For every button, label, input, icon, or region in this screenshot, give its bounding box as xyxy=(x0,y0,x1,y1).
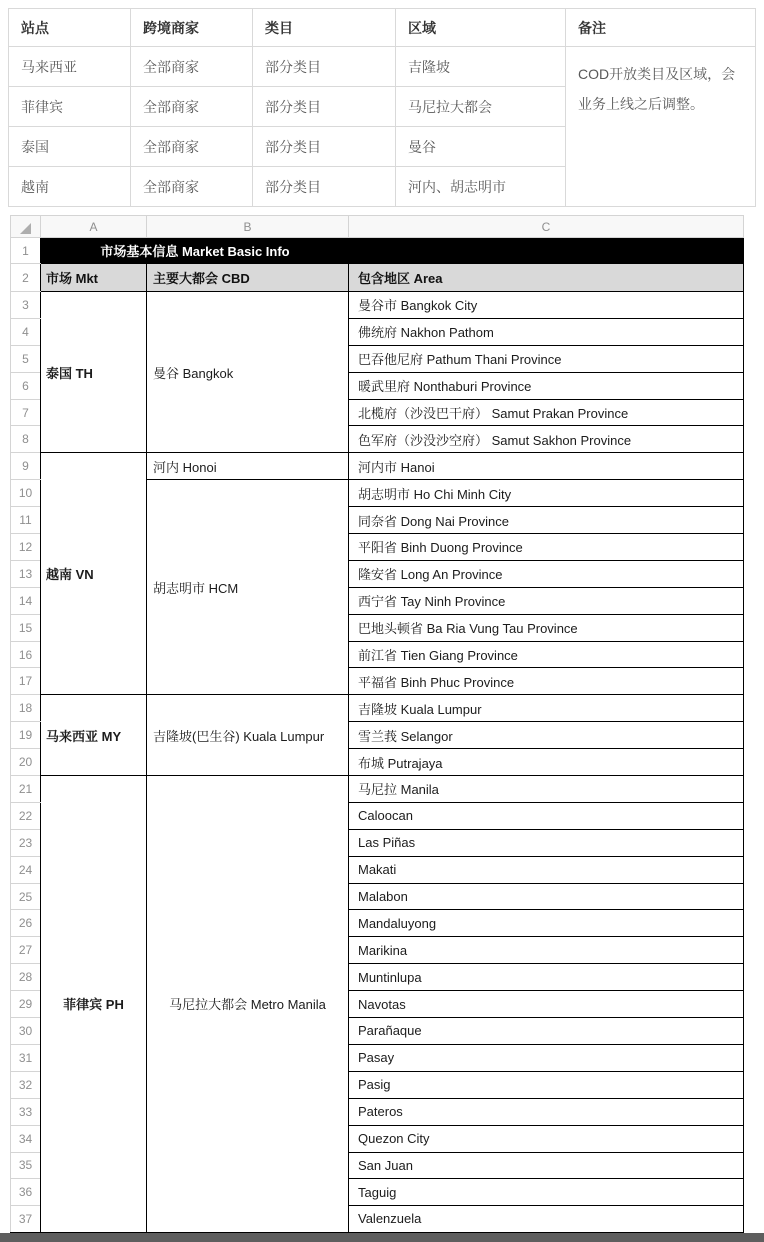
row-number: 1 xyxy=(11,238,41,264)
merchants-cell: 全部商家 xyxy=(131,47,253,87)
cbd-cell: 马尼拉大都会 Metro Manila xyxy=(147,776,349,1233)
site-cell: 泰国 xyxy=(9,127,131,167)
col-header-region: 区域 xyxy=(396,9,566,47)
sheet-body xyxy=(11,238,744,1233)
corner-triangle-icon xyxy=(20,223,31,234)
row-number: 34 xyxy=(11,1125,41,1152)
merchants-cell: 全部商家 xyxy=(131,167,253,207)
site-cell: 马来西亚 xyxy=(9,47,131,87)
area-cell: San Juan xyxy=(349,1152,744,1179)
category-cell: 部分类目 xyxy=(253,127,396,167)
area-cell: Navotas xyxy=(349,991,744,1018)
region-cell: 曼谷 xyxy=(396,127,566,167)
row-number: 17 xyxy=(11,668,41,695)
row-number: 20 xyxy=(11,749,41,776)
top-table-row xyxy=(9,47,756,87)
sheet-column-letter-row xyxy=(11,216,744,238)
row-number: 21 xyxy=(11,776,41,803)
area-cell: 河内市 Hanoi xyxy=(349,453,744,480)
note-cell: COD开放类目及区域，会业务上线之后调整。 xyxy=(566,47,756,207)
area-cell: Caloocan xyxy=(349,802,744,829)
row-number: 7 xyxy=(11,399,41,426)
area-cell: 色军府（沙没沙空府） Samut Sakhon Province xyxy=(349,426,744,453)
area-cell: Pateros xyxy=(349,1098,744,1125)
row-number: 36 xyxy=(11,1179,41,1206)
merchants-cell: 全部商家 xyxy=(131,127,253,167)
cbd-cell: 吉隆坡(巴生谷) Kuala Lumpur xyxy=(147,695,349,776)
market-cell: 马来西亚 MY xyxy=(41,695,147,776)
row-number: 9 xyxy=(11,453,41,480)
area-cell: 雪兰莪 Selangor xyxy=(349,722,744,749)
category-cell: 部分类目 xyxy=(253,87,396,127)
row-number: 37 xyxy=(11,1206,41,1233)
row-number: 4 xyxy=(11,318,41,345)
row-number: 14 xyxy=(11,587,41,614)
cbd-cell: 曼谷 Bangkok xyxy=(147,292,349,453)
column-letter-b: B xyxy=(147,216,349,238)
area-cell: 巴吞他尼府 Pathum Thani Province xyxy=(349,345,744,372)
column-letter-a: A xyxy=(41,216,147,238)
sheet-row xyxy=(11,453,744,480)
sheet-title: 市场基本信息 Market Basic Info xyxy=(100,244,290,259)
sheet-row xyxy=(11,776,744,803)
area-cell: 平福省 Binh Phuc Province xyxy=(349,668,744,695)
sheet-row xyxy=(11,695,744,722)
area-cell: 平阳省 Binh Duong Province xyxy=(349,534,744,561)
sheet-header-market: 市场 Mkt xyxy=(41,264,147,292)
area-cell: Quezon City xyxy=(349,1125,744,1152)
market-cell: 菲律宾 PH xyxy=(41,776,147,1233)
site-cell: 越南 xyxy=(9,167,131,207)
row-number: 19 xyxy=(11,722,41,749)
area-cell: Muntinlupa xyxy=(349,964,744,991)
area-cell: 暖武里府 Nonthaburi Province xyxy=(349,372,744,399)
area-cell: 同奈省 Dong Nai Province xyxy=(349,507,744,534)
col-header-note: 备注 xyxy=(566,9,756,47)
sheet-header-area: 包含地区 Area xyxy=(349,264,744,292)
row-number: 16 xyxy=(11,641,41,668)
area-cell: 北榄府（沙没巴干府） Samut Prakan Province xyxy=(349,399,744,426)
row-number: 33 xyxy=(11,1098,41,1125)
area-cell: Valenzuela xyxy=(349,1206,744,1233)
row-number: 28 xyxy=(11,964,41,991)
row-number: 11 xyxy=(11,507,41,534)
sheet-title-row xyxy=(11,238,744,264)
area-cell: Pasay xyxy=(349,1044,744,1071)
site-cell: 菲律宾 xyxy=(9,87,131,127)
category-cell: 部分类目 xyxy=(253,47,396,87)
bottom-edge-bar xyxy=(0,1233,764,1242)
row-number: 31 xyxy=(11,1044,41,1071)
row-number: 8 xyxy=(11,426,41,453)
sheet-title-cell xyxy=(41,238,744,264)
sheet-header-row xyxy=(11,264,744,292)
select-all-corner-cell xyxy=(11,216,41,238)
row-number: 18 xyxy=(11,695,41,722)
sheet-row xyxy=(11,292,744,319)
row-number: 12 xyxy=(11,534,41,561)
area-cell: 隆安省 Long An Province xyxy=(349,560,744,587)
region-cell: 马尼拉大都会 xyxy=(396,87,566,127)
area-cell: Las Piñas xyxy=(349,829,744,856)
col-header-site: 站点 xyxy=(9,9,131,47)
row-number: 23 xyxy=(11,829,41,856)
row-number: 27 xyxy=(11,937,41,964)
market-cell: 泰国 TH xyxy=(41,292,147,453)
sheet-header-cbd: 主要大都会 CBD xyxy=(147,264,349,292)
area-cell: 巴地头顿省 Ba Ria Vung Tau Province xyxy=(349,614,744,641)
area-cell: Parañaque xyxy=(349,1018,744,1045)
area-cell: Taguig xyxy=(349,1179,744,1206)
cbd-cell: 河内 Honoi xyxy=(147,453,349,480)
column-letter-c: C xyxy=(349,216,744,238)
top-table-body xyxy=(9,47,756,207)
area-cell: 布城 Putrajaya xyxy=(349,749,744,776)
area-cell: 胡志明市 Ho Chi Minh City xyxy=(349,480,744,507)
area-cell: Makati xyxy=(349,856,744,883)
area-cell: 马尼拉 Manila xyxy=(349,776,744,803)
top-table-header-row xyxy=(9,9,756,47)
area-cell: 西宁省 Tay Ninh Province xyxy=(349,587,744,614)
row-number: 6 xyxy=(11,372,41,399)
merchants-cell: 全部商家 xyxy=(131,87,253,127)
row-number: 25 xyxy=(11,883,41,910)
region-cell: 吉隆坡 xyxy=(396,47,566,87)
row-number: 26 xyxy=(11,910,41,937)
col-header-merchants: 跨境商家 xyxy=(131,9,253,47)
area-cell: Mandaluyong xyxy=(349,910,744,937)
area-cell: Pasig xyxy=(349,1071,744,1098)
market-cell: 越南 VN xyxy=(41,453,147,695)
area-cell: Marikina xyxy=(349,937,744,964)
row-number: 10 xyxy=(11,480,41,507)
row-number: 13 xyxy=(11,560,41,587)
row-number: 32 xyxy=(11,1071,41,1098)
area-cell: 曼谷市 Bangkok City xyxy=(349,292,744,319)
area-cell: 佛统府 Nakhon Pathom xyxy=(349,318,744,345)
row-number: 5 xyxy=(11,345,41,372)
row-number: 22 xyxy=(11,802,41,829)
category-cell: 部分类目 xyxy=(253,167,396,207)
area-cell: 前江省 Tien Giang Province xyxy=(349,641,744,668)
row-number: 15 xyxy=(11,614,41,641)
cod-summary-table xyxy=(8,8,756,207)
region-cell: 河内、胡志明市 xyxy=(396,167,566,207)
row-number: 29 xyxy=(11,991,41,1018)
area-cell: Malabon xyxy=(349,883,744,910)
market-info-sheet xyxy=(10,215,744,1234)
area-cell: 吉隆坡 Kuala Lumpur xyxy=(349,695,744,722)
row-number: 3 xyxy=(11,292,41,319)
col-header-category: 类目 xyxy=(253,9,396,47)
cbd-cell: 胡志明市 HCM xyxy=(147,480,349,695)
row-number: 2 xyxy=(11,264,41,292)
row-number: 30 xyxy=(11,1018,41,1045)
row-number: 35 xyxy=(11,1152,41,1179)
row-number: 24 xyxy=(11,856,41,883)
